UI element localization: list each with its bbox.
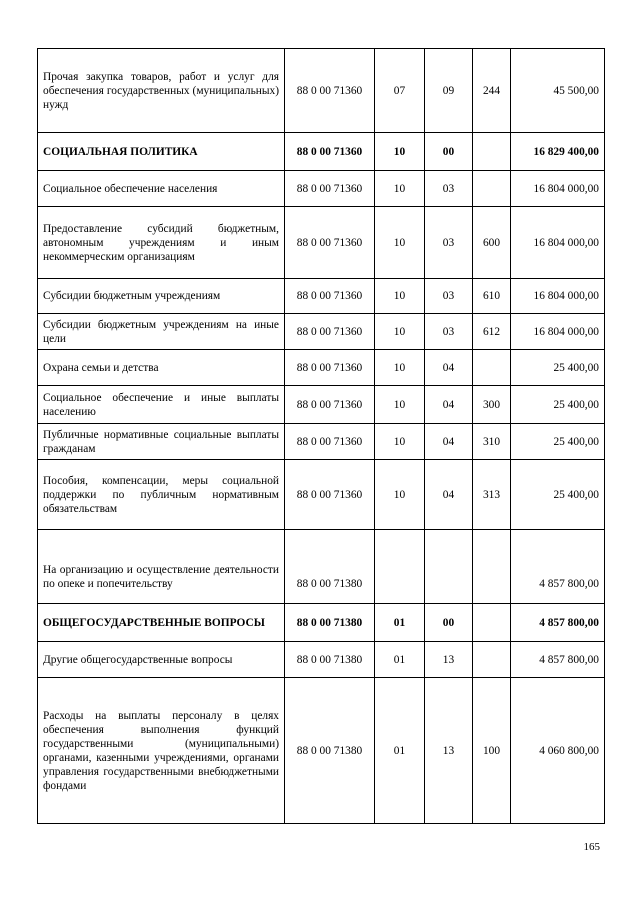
row-name: Прочая закупка товаров, работ и услуг для обеспечения государственных (муниципальных) нужд [38,49,285,133]
row-expense-type: 313 [473,460,511,530]
row-section: 10 [375,171,425,207]
table-row [38,386,605,424]
table-row [38,314,605,350]
row-amount: 25 400,00 [511,350,605,386]
row-expense-type [473,133,511,171]
row-subsection: 03 [425,279,473,314]
row-name: Публичные нормативные социальные выплаты гражданам [38,424,285,460]
row-expense-type: 300 [473,386,511,424]
table-row [38,642,605,678]
row-code: 88 0 00 71360 [285,386,375,424]
row-amount: 4 857 800,00 [511,604,605,642]
row-name: Охрана семьи и детства [38,350,285,386]
row-name: СОЦИАЛЬНАЯ ПОЛИТИКА [38,133,285,171]
row-subsection: 03 [425,171,473,207]
row-subsection: 00 [425,133,473,171]
row-name: Другие общегосударственные вопросы [38,642,285,678]
table-row [38,207,605,279]
row-amount: 45 500,00 [511,49,605,133]
row-section: 10 [375,386,425,424]
row-amount: 4 060 800,00 [511,678,605,824]
row-section: 10 [375,133,425,171]
budget-table [37,48,605,824]
row-amount: 4 857 800,00 [511,530,605,604]
table-row [38,530,605,604]
row-code: 88 0 00 71360 [285,49,375,133]
row-code: 88 0 00 71360 [285,424,375,460]
row-amount: 16 829 400,00 [511,133,605,171]
table-row [38,279,605,314]
table-row [38,424,605,460]
row-amount: 4 857 800,00 [511,642,605,678]
row-code: 88 0 00 71360 [285,350,375,386]
row-section: 10 [375,279,425,314]
row-code: 88 0 00 71380 [285,678,375,824]
table-row [38,171,605,207]
row-subsection: 04 [425,460,473,530]
row-subsection: 03 [425,207,473,279]
row-section: 01 [375,642,425,678]
row-name: ОБЩЕГОСУДАРСТВЕННЫЕ ВОПРОСЫ [38,604,285,642]
page-number: 165 [583,841,600,853]
row-expense-type [473,530,511,604]
row-name: Субсидии бюджетным учреждениям на иные цели [38,314,285,350]
row-code: 88 0 00 71380 [285,530,375,604]
row-code: 88 0 00 71360 [285,460,375,530]
row-expense-type: 600 [473,207,511,279]
row-code: 88 0 00 71360 [285,314,375,350]
row-subsection [425,530,473,604]
row-subsection: 04 [425,386,473,424]
row-name: Предоставление субсидий бюджетным, автономным учреждениям и иным некоммерческим организациям [38,207,285,279]
row-name: Социальное обеспечение и иные выплаты населению [38,386,285,424]
row-amount: 16 804 000,00 [511,207,605,279]
row-section: 01 [375,604,425,642]
budget-table-container [37,48,604,824]
row-expense-type: 610 [473,279,511,314]
row-amount: 25 400,00 [511,460,605,530]
table-row [38,604,605,642]
row-subsection: 00 [425,604,473,642]
row-subsection: 13 [425,642,473,678]
row-expense-type [473,604,511,642]
row-name: Пособия, компенсации, меры социальной поддержки по публичным нормативным обязательствам [38,460,285,530]
row-subsection: 03 [425,314,473,350]
row-expense-type: 100 [473,678,511,824]
row-subsection: 04 [425,350,473,386]
row-code: 88 0 00 71360 [285,279,375,314]
table-row [38,678,605,824]
row-section: 10 [375,207,425,279]
row-section: 10 [375,424,425,460]
row-expense-type [473,642,511,678]
row-code: 88 0 00 71360 [285,207,375,279]
row-amount: 25 400,00 [511,386,605,424]
row-name: На организацию и осуществление деятельности по опеке и попечительству [38,530,285,604]
row-expense-type: 244 [473,49,511,133]
row-section: 10 [375,350,425,386]
row-expense-type: 612 [473,314,511,350]
row-subsection: 04 [425,424,473,460]
row-amount: 16 804 000,00 [511,279,605,314]
row-name: Субсидии бюджетным учреждениям [38,279,285,314]
row-code: 88 0 00 71360 [285,133,375,171]
row-section: 10 [375,314,425,350]
row-amount: 25 400,00 [511,424,605,460]
row-expense-type: 310 [473,424,511,460]
row-expense-type [473,350,511,386]
row-amount: 16 804 000,00 [511,171,605,207]
row-code: 88 0 00 71380 [285,642,375,678]
row-code: 88 0 00 71380 [285,604,375,642]
row-section: 07 [375,49,425,133]
row-expense-type [473,171,511,207]
row-code: 88 0 00 71360 [285,171,375,207]
table-row [38,460,605,530]
table-row [38,133,605,171]
row-subsection: 09 [425,49,473,133]
row-section [375,530,425,604]
table-row [38,49,605,133]
row-name: Расходы на выплаты персоналу в целях обеспечения выполнения функций государственными (муниципальными) органами, казенными учреждениями, органами управления государственными внебюджетными фондами [38,678,285,824]
row-name: Социальное обеспечение населения [38,171,285,207]
row-amount: 16 804 000,00 [511,314,605,350]
row-section: 10 [375,460,425,530]
table-row [38,350,605,386]
row-section: 01 [375,678,425,824]
row-subsection: 13 [425,678,473,824]
